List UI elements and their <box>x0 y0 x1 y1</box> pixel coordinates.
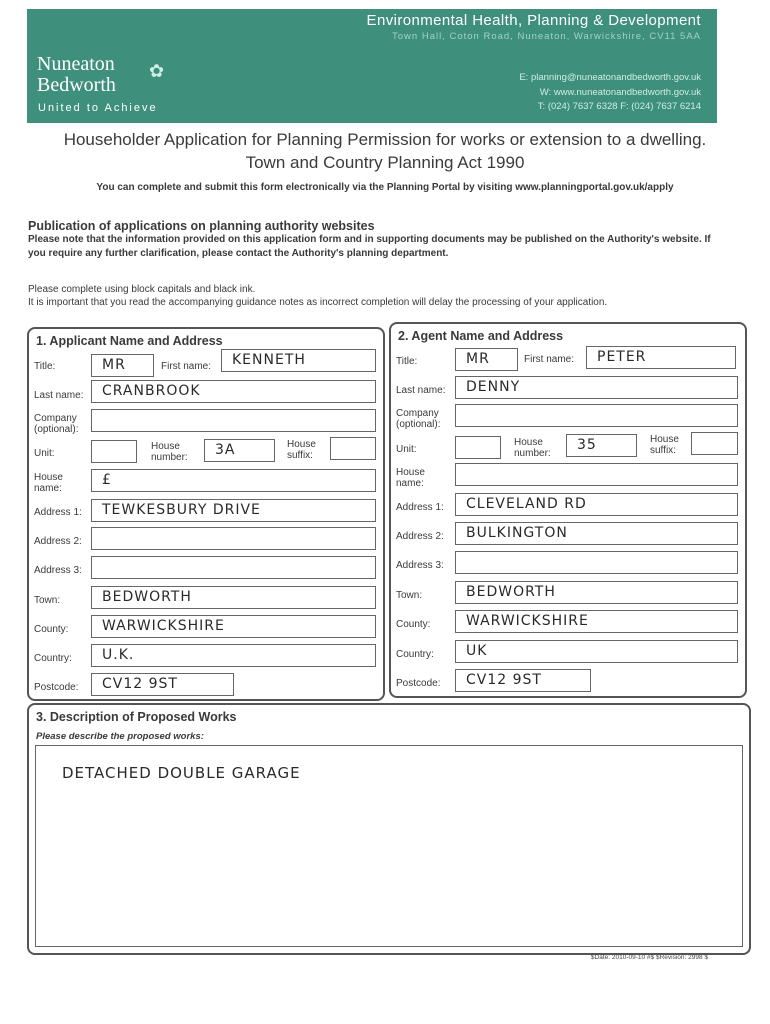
postcode-label: Postcode: <box>396 678 441 689</box>
instructions-line-1: Please complete using block capitals and black ink. <box>28 284 256 295</box>
agent-address3-field[interactable] <box>455 551 738 574</box>
applicant-county-value: WARWICKSHIRE <box>102 618 225 634</box>
agent-address1-value: CLEVELAND RD <box>466 496 587 512</box>
town-label: Town: <box>34 595 61 606</box>
house-suffix-label: House suffix: <box>287 439 316 461</box>
agent-house-number-value: 35 <box>577 437 597 453</box>
department-name: Environmental Health, Planning & Development <box>366 12 701 29</box>
form-title-line-1: Householder Application for Planning Permission for works or extension to a dwelling. <box>63 130 707 149</box>
unit-label: Unit: <box>34 448 55 459</box>
publication-text: Please note that the information provided on this application form and in supporting documents may be published on the Authority's website. If you require any further clarification, please contact the Authority's planning department. <box>28 234 711 259</box>
instructions <box>28 283 728 309</box>
house-name-label: House name: <box>396 467 425 489</box>
agent-company-field[interactable] <box>455 404 738 427</box>
applicant-county-field[interactable] <box>91 615 376 638</box>
applicant-first-name-value: KENNETH <box>232 352 306 368</box>
agent-house-name-field[interactable] <box>455 463 738 486</box>
county-label: County: <box>34 624 69 635</box>
agent-house-number-field[interactable] <box>566 434 637 457</box>
agent-title-value: MR <box>466 351 490 367</box>
applicant-postcode-value: CV12 9ST <box>102 676 178 692</box>
applicant-company-field[interactable] <box>91 409 376 432</box>
county-label: County: <box>396 619 431 630</box>
agent-country-value: UK <box>466 643 488 659</box>
agent-address1-field[interactable] <box>455 493 738 516</box>
first-name-label: First name: <box>161 361 212 372</box>
agent-heading: 2. Agent Name and Address <box>398 329 564 343</box>
agent-first-name-field[interactable] <box>586 346 736 369</box>
applicant-last-name-value: CRANBROOK <box>102 383 201 399</box>
council-logo <box>37 54 116 96</box>
applicant-country-field[interactable] <box>91 644 376 667</box>
first-name-label: First name: <box>524 354 575 365</box>
applicant-house-name-value: £ <box>102 472 112 488</box>
company-label: Company (optional): <box>396 408 441 430</box>
last-name-label: Last name: <box>396 385 446 396</box>
agent-county-value: WARWICKSHIRE <box>466 613 589 629</box>
agent-address2-field[interactable] <box>455 522 738 545</box>
works-description-value: DETACHED DOUBLE GARAGE <box>62 764 301 782</box>
postcode-label: Postcode: <box>34 682 79 693</box>
house-name-label: House name: <box>34 472 63 494</box>
applicant-address1-field[interactable] <box>91 499 376 522</box>
contact-email: E: planning@nuneatonandbedworth.gov.uk <box>519 72 701 83</box>
agent-country-field[interactable] <box>455 640 738 663</box>
agent-county-field[interactable] <box>455 610 738 633</box>
last-name-label: Last name: <box>34 390 84 401</box>
country-label: Country: <box>396 649 434 660</box>
logo-line-1: Nuneaton <box>37 53 115 75</box>
council-banner <box>27 9 717 123</box>
form-title <box>0 128 770 174</box>
agent-address2-value: BULKINGTON <box>466 525 568 541</box>
applicant-house-name-field[interactable] <box>91 469 376 492</box>
applicant-house-number-value: 3A <box>215 442 236 458</box>
agent-section <box>389 322 747 698</box>
address3-label: Address 3: <box>396 560 444 571</box>
applicant-last-name-field[interactable] <box>91 380 376 403</box>
applicant-title-value: MR <box>102 357 126 373</box>
address3-label: Address 3: <box>34 565 82 576</box>
works-description-field[interactable] <box>35 745 743 947</box>
applicant-address3-field[interactable] <box>91 556 376 579</box>
agent-unit-field[interactable] <box>455 436 501 459</box>
portal-note: You can complete and submit this form electronically via the Planning Portal by visiting www.planningportal.gov.uk/apply <box>96 182 674 193</box>
title-label: Title: <box>34 361 56 372</box>
address1-label: Address 1: <box>34 507 82 518</box>
agent-postcode-field[interactable] <box>455 669 591 692</box>
house-suffix-label: House suffix: <box>650 434 679 456</box>
applicant-house-suffix-field[interactable] <box>330 437 376 460</box>
applicant-house-number-field[interactable] <box>204 439 275 462</box>
applicant-heading: 1. Applicant Name and Address <box>36 334 223 348</box>
address2-label: Address 2: <box>34 536 82 547</box>
contact-phone: T: (024) 7637 6328 F: (024) 7637 6214 <box>537 101 701 112</box>
company-label: Company (optional): <box>34 413 79 435</box>
leaf-icon: ✿ <box>149 61 165 81</box>
council-tagline: United to Achieve <box>38 102 158 114</box>
agent-title-field[interactable] <box>455 348 518 371</box>
form-title-line-2: Town and Country Planning Act 1990 <box>245 153 525 172</box>
applicant-town-field[interactable] <box>91 586 376 609</box>
instructions-line-2: It is important that you read the accompanying guidance notes as incorrect completion will delay the processing of your application. <box>28 297 608 308</box>
council-address: Town Hall, Coton Road, Nuneaton, Warwickshire, CV11 5AA <box>392 31 701 42</box>
agent-first-name-value: PETER <box>597 349 647 365</box>
agent-last-name-value: DENNY <box>466 379 521 395</box>
town-label: Town: <box>396 590 423 601</box>
applicant-first-name-field[interactable] <box>221 349 376 372</box>
house-number-label: House number: <box>151 441 188 463</box>
logo-line-2: Bedworth <box>37 74 116 96</box>
unit-label: Unit: <box>396 444 417 455</box>
works-heading: 3. Description of Proposed Works <box>36 710 237 724</box>
address2-label: Address 2: <box>396 531 444 542</box>
agent-town-value: BEDWORTH <box>466 584 556 600</box>
contact-details <box>519 71 701 115</box>
applicant-town-value: BEDWORTH <box>102 589 192 605</box>
agent-town-field[interactable] <box>455 581 738 604</box>
agent-house-suffix-field[interactable] <box>691 432 738 455</box>
address1-label: Address 1: <box>396 502 444 513</box>
works-prompt: Please describe the proposed works: <box>36 731 204 742</box>
country-label: Country: <box>34 653 72 664</box>
works-section <box>27 703 751 955</box>
agent-postcode-value: CV12 9ST <box>466 672 542 688</box>
applicant-address2-field[interactable] <box>91 527 376 550</box>
applicant-unit-field[interactable] <box>91 440 137 463</box>
applicant-title-field[interactable] <box>91 354 154 377</box>
applicant-section <box>27 327 385 701</box>
publication-heading: Publication of applications on planning authority websites <box>28 219 375 233</box>
applicant-address1-value: TEWKESBURY DRIVE <box>102 502 261 518</box>
revision-footer: $Date: 2010-09-10 #$ $Revision: 2998 $ <box>590 954 708 961</box>
contact-web: W: www.nuneatonandbedworth.gov.uk <box>539 86 701 98</box>
house-number-label: House number: <box>514 437 551 459</box>
applicant-country-value: U.K. <box>102 647 135 663</box>
agent-last-name-field[interactable] <box>455 376 738 399</box>
title-label: Title: <box>396 356 418 367</box>
applicant-postcode-field[interactable] <box>91 673 234 696</box>
